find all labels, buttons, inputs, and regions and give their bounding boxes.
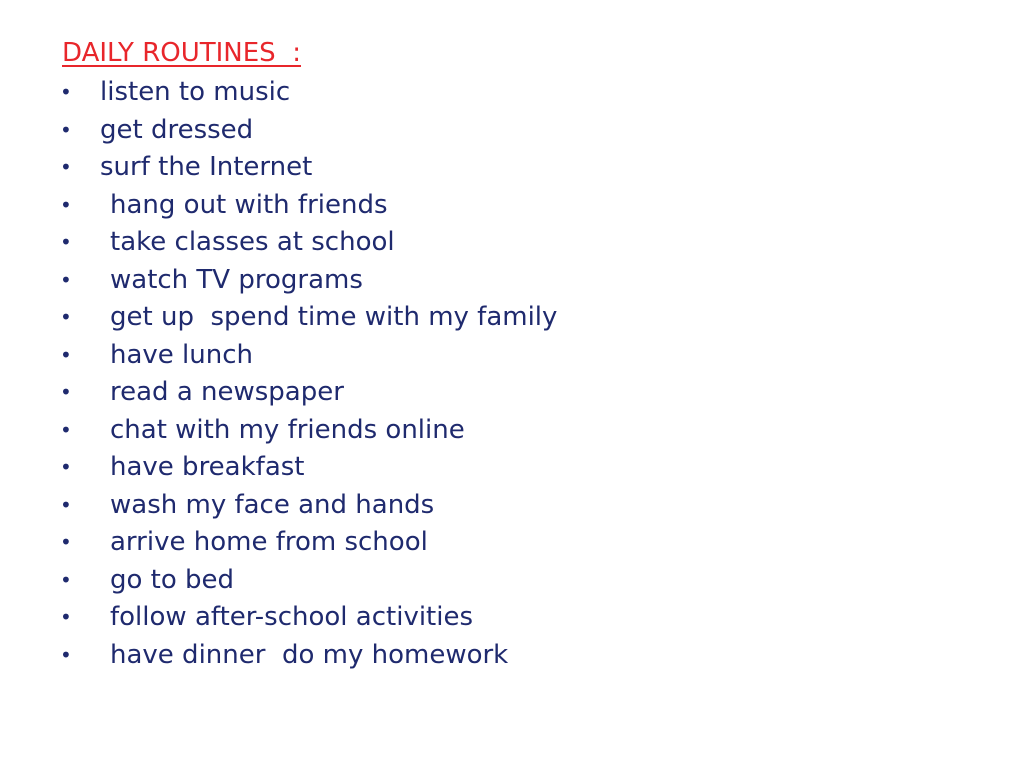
bullet-icon: • xyxy=(60,192,72,217)
bullet-icon: • xyxy=(60,342,72,367)
bullet-icon: • xyxy=(60,80,72,104)
page-title: DAILY ROUTINES : xyxy=(62,38,301,68)
list-item-label: read a newspaper xyxy=(110,377,344,407)
bullet-icon: • xyxy=(60,230,72,254)
list-item-label: hang out with friends xyxy=(110,189,388,220)
list-item-label: have lunch xyxy=(110,339,254,370)
list-item-label: chat with my friends online xyxy=(110,414,465,445)
list-item-label: take classes at school xyxy=(110,227,395,257)
list-item-label: follow after-school activities xyxy=(110,602,474,632)
bullet-icon: • xyxy=(60,567,72,592)
bullet-icon: • xyxy=(60,492,72,517)
list-item-label: get up spend time with my family xyxy=(110,302,558,332)
bullet-icon: • xyxy=(60,267,72,292)
bullet-icon: • xyxy=(60,605,72,629)
list-item-label: have dinner do my homework xyxy=(110,639,509,670)
bullet-icon: • xyxy=(60,305,72,329)
bullet-icon: • xyxy=(60,530,72,554)
bullet-icon: • xyxy=(60,117,72,142)
bullet-icon: • xyxy=(60,417,72,442)
list-item-label: go to bed xyxy=(110,564,235,595)
bullet-icon: • xyxy=(60,155,72,179)
bullet-icon: • xyxy=(60,642,72,667)
list-item-label: listen to music xyxy=(100,77,291,107)
list-item-label: arrive home from school xyxy=(110,527,428,557)
list-item-label: wash my face and hands xyxy=(110,489,435,520)
list-item-label: get dressed xyxy=(100,114,254,145)
bullet-icon: • xyxy=(60,380,72,404)
list-item-label: surf the Internet xyxy=(100,152,313,182)
list-item-label: have breakfast xyxy=(110,452,305,482)
list-item-label: watch TV programs xyxy=(110,264,363,295)
bullet-icon: • xyxy=(60,455,72,479)
